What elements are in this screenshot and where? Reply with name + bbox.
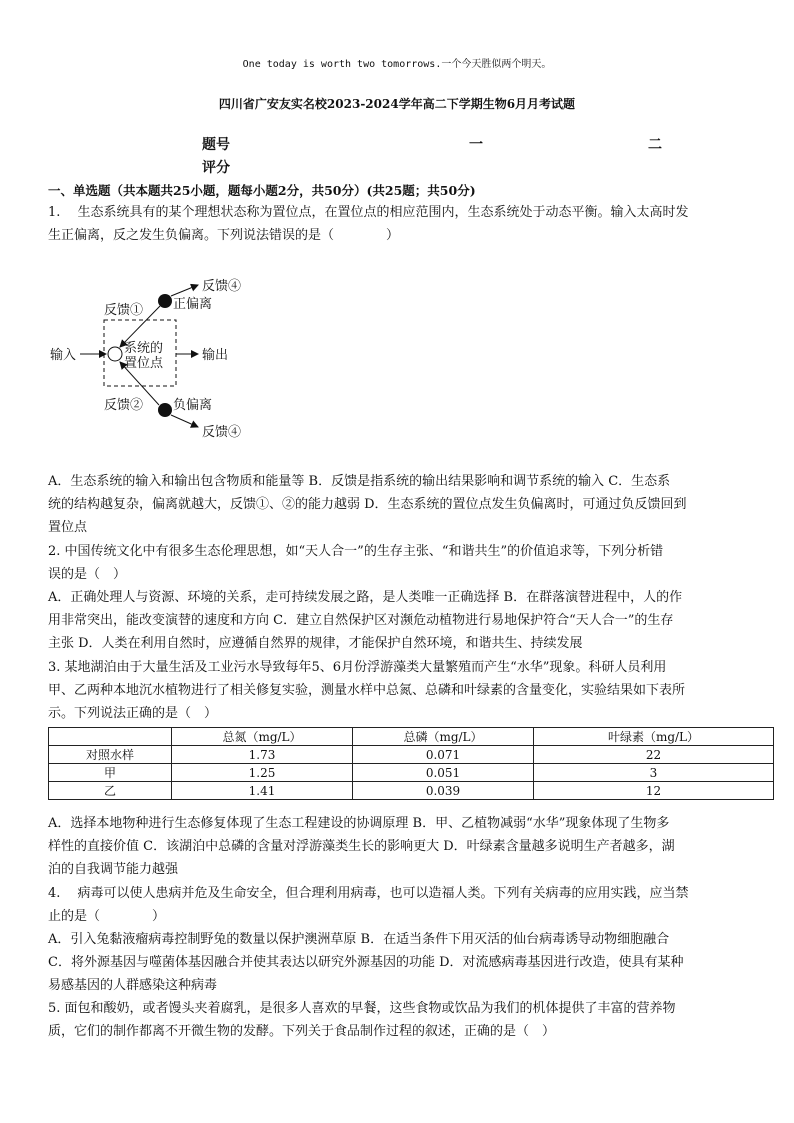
table-cell: 1.73 (172, 746, 353, 764)
motto-header: One today is worth two tomorrows.一个今天胜似两个明天。 (242, 59, 552, 70)
output-label: 输出 (202, 348, 229, 363)
positive-deviation-label: 正偏离 (173, 297, 213, 312)
question-5 (48, 997, 748, 1043)
q5-stem-line: 质，它们的制作都离不开微生物的发酵。下列关于食品制作过程的叙述，正确的是（ ） (48, 1024, 556, 1039)
q3-option-line: 样性的直接价值 C．该湖泊中总磷的含量对浮游藻类生长的影响更大 D．叶绿素含量越多说明生产者越多，湖 (48, 839, 675, 854)
q3-stem-line: 甲、乙两种本地沉水植物进行了相关修复实验，测量水样中总氮、总磷和叶绿素的含量变化，实验结果如下表所 (48, 683, 686, 698)
section-heading: 一、单选题（共本题共25小题，题每小题2分，共50分）(共25题；共50分) (48, 183, 476, 198)
negative-deviation-label: 负偏离 (173, 398, 213, 413)
table-cell: 1.25 (172, 764, 353, 782)
table-header-row (49, 728, 774, 746)
q4-stem-line: 止的是（ ） (48, 909, 166, 924)
table-cell: 3 (534, 764, 774, 782)
table-header-cell: 叶绿素（mg/L） (534, 728, 774, 746)
q4-option-line: A．引入兔黏液瘤病毒控制野兔的数量以保护澳洲草原 B．在适当条件下用灭活的仙台病毒诱导动物细胞融合 (48, 932, 670, 947)
table-row (49, 782, 774, 800)
question-3-stem (48, 656, 748, 725)
fb4-bottom-arrow (171, 415, 198, 427)
q5-stem-line: 5. 面包和酸奶，或者馒头夹着腐乳，是很多人喜欢的早餐，这些食物或饮品为我们的机体提供了丰富的营养物 (48, 1001, 676, 1016)
q1-option-line: A．生态系统的输入和输出包含物质和能量等 B．反馈是指系统的输出结果影响和调节系统的输入 C．生态系 (48, 474, 671, 489)
q4-option-line: 易感基因的人群感染这种病毒 (48, 978, 218, 993)
setpoint-label-1: 系统的 (124, 341, 164, 356)
table-cell: 对照水样 (49, 746, 172, 764)
fb1-label: 反馈① (104, 303, 144, 318)
table-cell: 0.051 (353, 764, 534, 782)
fb4-top-label: 反馈④ (202, 279, 242, 294)
table-row (49, 764, 774, 782)
input-label: 输入 (50, 348, 77, 363)
table-cell: 1.41 (172, 782, 353, 800)
table-header-cell (49, 728, 172, 746)
fb2-label: 反馈② (104, 398, 144, 413)
table-cell: 22 (534, 746, 774, 764)
table-cell: 乙 (49, 782, 172, 800)
table-cell: 12 (534, 782, 774, 800)
q2-option-line: A．正确处理人与资源、环境的关系，走可持续发展之路，是人类唯一正确选择 B．在群落演替进程中，人的作 (48, 590, 683, 605)
table-cell: 0.071 (353, 746, 534, 764)
table-header-cell: 总磷（mg/L） (353, 728, 534, 746)
score-table-col2: 二 (648, 137, 662, 153)
table-cell: 甲 (49, 764, 172, 782)
score-table-pingfen: 评分 (202, 160, 230, 176)
table-header-cell: 总氮（mg/L） (172, 728, 353, 746)
question-1-options (48, 470, 748, 539)
q3-stem-line: 3. 某地湖泊由于大量生活及工业污水导致每年5、6月份浮游藻类大量繁殖而产生“水华”现象。科研人员利用 (48, 660, 667, 675)
setpoint-feedback-diagram (40, 270, 300, 450)
q1-stem-line: 生正偏离，反之发生负偏离。下列说法错误的是（ ） (48, 228, 400, 243)
question-1-stem (48, 201, 748, 247)
exam-title: 四川省广安友实名校2023-2024学年高二下学期生物6月月考试题 (218, 97, 576, 111)
q2-stem-line: 误的是（ ） (48, 567, 127, 582)
q3-option-line: 泊的自我调节能力越强 (48, 862, 179, 877)
table-row (49, 746, 774, 764)
q2-stem-line: 2. 中国传统文化中有很多生态伦理思想，如“天人合一”的生存主张、“和谐共生”的价值追求等，下列分析错 (48, 544, 664, 559)
q4-stem-line: 4. 病毒可以使人患病并危及生命安全，但合理利用病毒，也可以造福人类。下列有关病毒的应用实践，应当禁 (48, 886, 689, 901)
q2-option-line: 用非常突出，能改变演替的速度和方向 C．建立自然保护区对濒危动植物进行易地保护符合“天人合一”的生存 (48, 613, 674, 628)
q4-option-line: C．将外源基因与噬菌体基因融合并使其表达以研究外源基因的功能 D．对流感病毒基因进行改造，使具有某种 (48, 955, 684, 970)
water-quality-table (48, 727, 774, 800)
setpoint-label-2: 置位点 (124, 356, 164, 371)
positive-deviation-dot (158, 294, 172, 308)
q2-option-line: 主张 D．人类在利用自然时，应遵循自然界的规律，才能保护自然环境，和谐共生、持续发展 (48, 636, 583, 651)
q1-stem-line: 1. 生态系统具有的某个理想状态称为置位点，在置位点的相应范围内，生态系统处于动态平衡。输入太高时发 (48, 205, 689, 220)
fb4-bottom-label: 反馈④ (202, 425, 242, 440)
question-4 (48, 882, 748, 997)
score-table-col1: 一 (469, 137, 483, 153)
table-cell: 0.039 (353, 782, 534, 800)
score-table-tihao: 题号 (202, 137, 230, 153)
setpoint-circle (108, 347, 122, 361)
fb4-top-arrow (171, 285, 198, 296)
negative-deviation-dot (158, 403, 172, 417)
q1-option-line: 统的结构越复杂，偏离就越大，反馈①、②的能力越弱 D．生态系统的置位点发生负偏离时，可通过负反馈回到 (48, 497, 687, 512)
q3-stem-line: 示。下列说法正确的是（ ） (48, 706, 218, 721)
q3-option-line: A．选择本地物种进行生态修复体现了生态工程建设的协调原理 B．甲、乙植物减弱“水华”现象体现了生物多 (48, 816, 670, 831)
q1-option-line: 置位点 (48, 520, 88, 535)
question-3-options (48, 812, 748, 881)
question-2 (48, 540, 748, 655)
